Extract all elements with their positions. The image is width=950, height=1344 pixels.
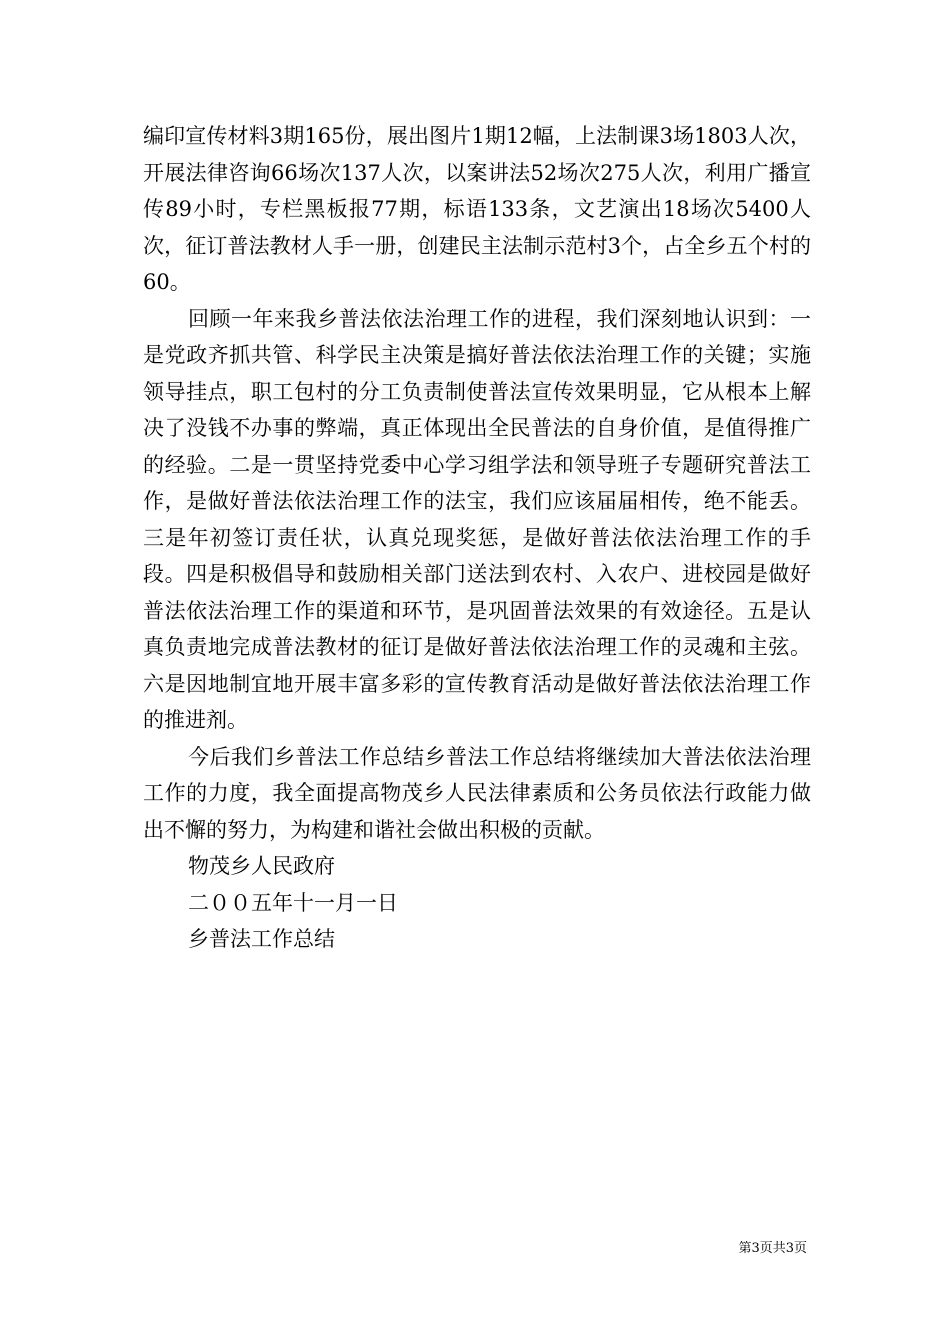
- signature-line: 物茂乡人民政府: [188, 854, 335, 878]
- date-line: 二００五年十一月一日: [188, 890, 398, 915]
- page-number-footer: 第3页共3页: [738, 1241, 807, 1256]
- paragraph-outlook: 今后我们乡普法工作总结乡普法工作总结将继续加大普法依法治理工作的力度，我全面提高物茂乡人民法律素质和公务员依法行政能力做出不懈的努力，为构建和谐社会做出积极的贡献。: [143, 744, 811, 842]
- paragraph-review: 回顾一年来我乡普法依法治理工作的进程，我们深刻地认识到：一是党政齐抓共管、科学民主决策是搞好普法依法治理工作的关键；实施领导挂点，职工包村的分工负责制使普法宣传效果明显，它从根本上解决了没钱不办事的弊端，真正体现出全民普法的自身价值，是值得推广的经验。二是一贯坚持党委中心学习组学法和领导班子专题研究普法工作，是做好普法依法治理工作的法宝，我们应该届届相传，绝不能丢。三是年初签订责任状，认真兑现奖惩，是做好普法依法治理工作的手段。四是积极倡导和鼓励相关部门送法到农村、入农户、进校园是做好普法依法治理工作的渠道和环节，是巩固普法效果的有效途径。五是认真负责地完成普法教材的征订是做好普法依法治理工作的灵魂和主弦。六是因地制宜地开展丰富多彩的宣传教育活动是做好普法依法治理工作的推进剂。: [143, 306, 811, 732]
- paragraph-statistics: 编印宣传材料3期165份，展出图片1期12幅，上法制课3场1803人次，开展法律咨询66场次137人次，以案讲法52场次275人次，利用广播宣传89小时，专栏黑板报77期，标语133条，文艺演出18场次5400人次，征订普法教材人手一册，创建民主法制示范村3个，占全乡五个村的60。: [143, 124, 811, 294]
- document-body: [143, 118, 811, 958]
- document-title-line: 乡普法工作总结: [188, 927, 335, 951]
